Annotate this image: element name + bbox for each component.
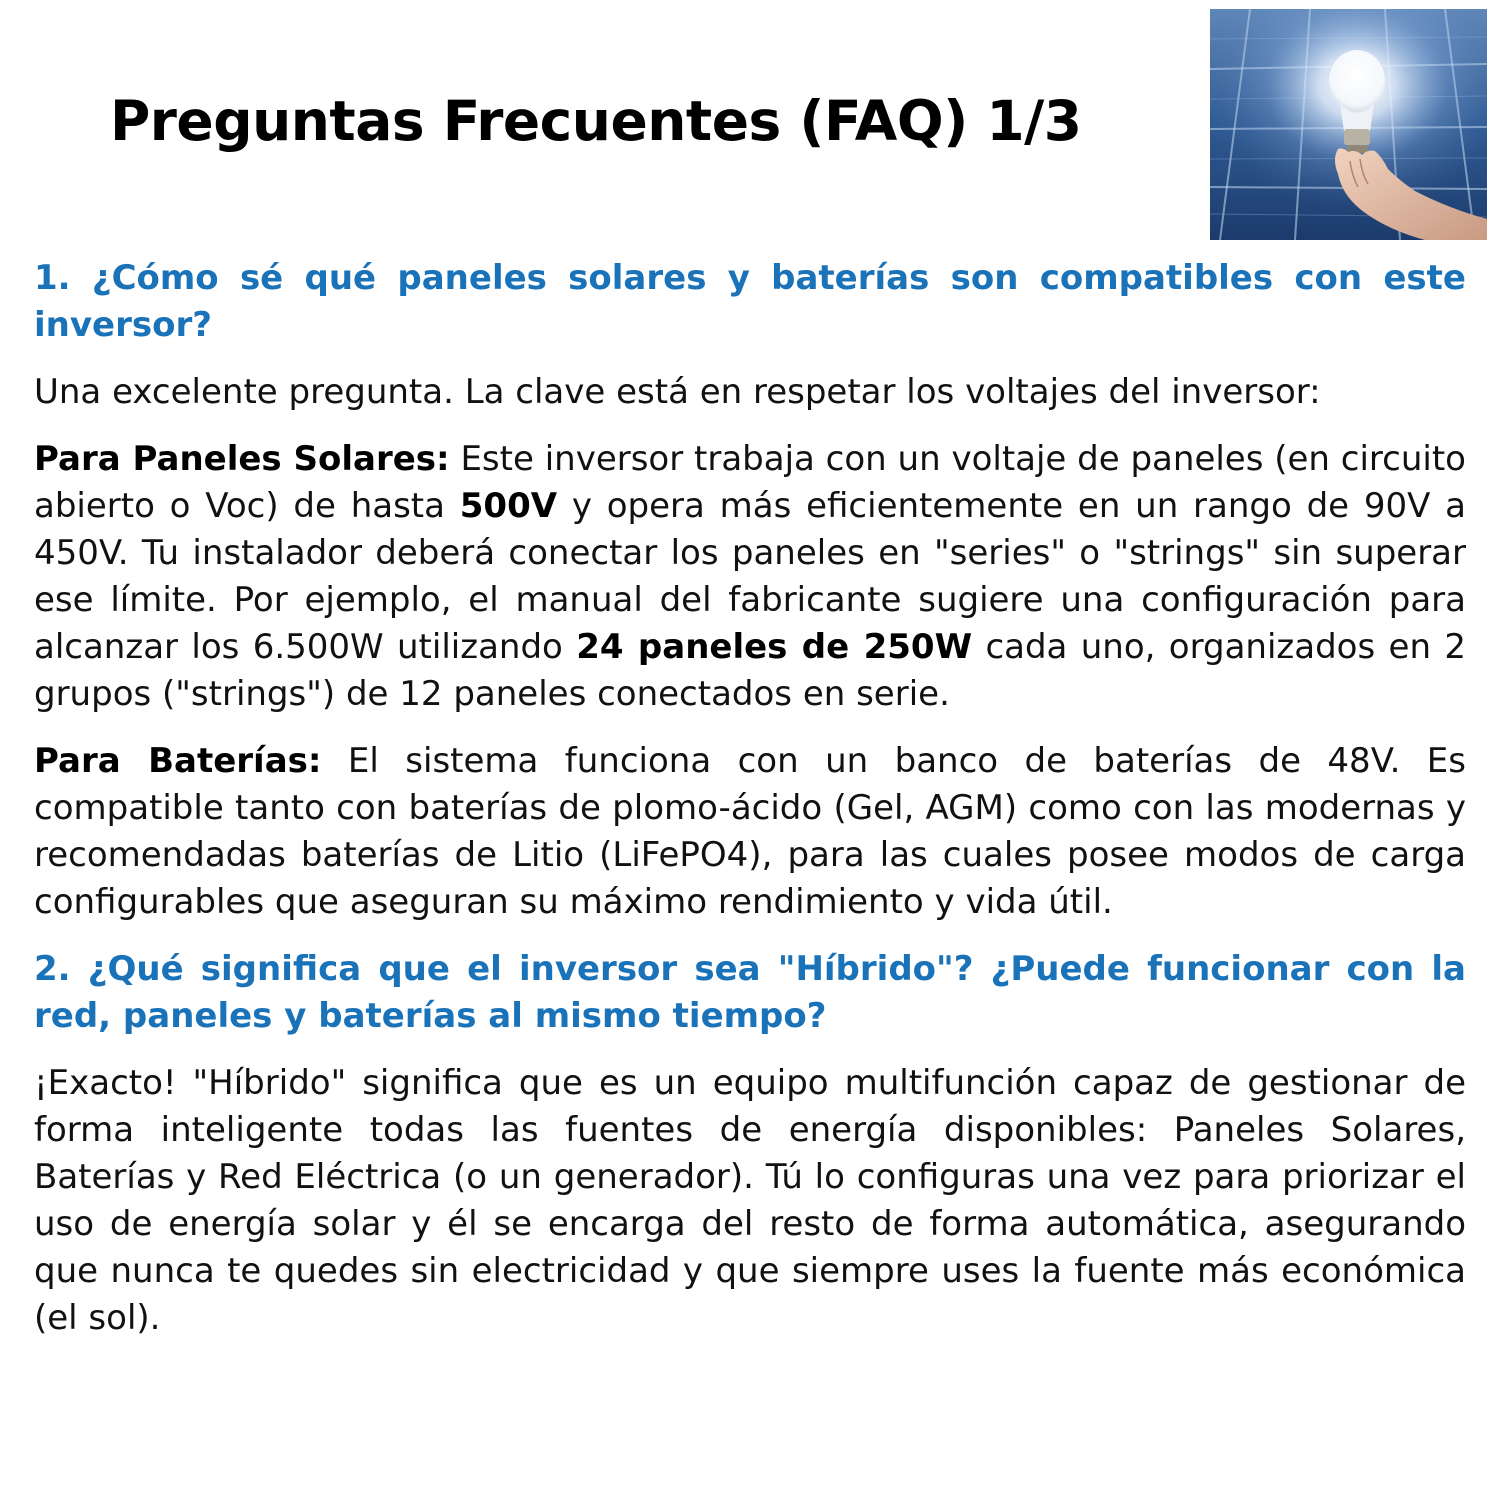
panels-text-a: Este inversor trabaja con un voltaje de paneles (en circuito abierto o Voc) de hasta: [34, 439, 1466, 526]
faq-answer-2: ¡Exacto! "Híbrido" significa que es un equipo multifunción capaz de gestionar de forma inteligente todas las fuentes de energía disponibles: Paneles Solares, Baterías y Red Eléctrica (o un generador). Tú lo configuras una vez para priorizar el uso de energía solar y él se encarga del resto de forma automática, asegurando que nunca te quedes sin electricidad y que siempre uses la fuente más económica (el sol).: [34, 1063, 1466, 1338]
panels-text-c: cada uno, organizados en 2 grupos ("strings") de 12 paneles conectados en serie.: [34, 627, 1467, 714]
faq-question-2: 2. ¿Qué significa que el inversor sea "Híbrido"? ¿Puede funcionar con la red, paneles y baterías al mismo tiempo?: [34, 949, 1466, 1036]
batteries-text: El sistema funciona con un banco de baterías de 48V. Es compatible tanto con baterías de plomo-ácido (Gel, AGM) como con las modernas y recomendadas baterías de Litio (LiFePO4), para las cuales posee modos de carga configurables que aseguran su máximo rendimiento y vida útil.: [34, 741, 1467, 922]
page-title: Preguntas Frecuentes (FAQ) 1/3: [110, 89, 1082, 153]
panels-voltage-max: 500V: [459, 486, 558, 526]
faq-answer-1-batteries: [34, 738, 1466, 926]
lightbulb-over-solar-panel-photo: [1210, 9, 1487, 240]
panels-label: Para Paneles Solares:: [34, 439, 450, 479]
faq-answer-1-panels: [34, 436, 1466, 718]
batteries-label: Para Baterías:: [34, 741, 322, 781]
faq-question-1: 1. ¿Cómo sé qué paneles solares y baterías son compatibles con este inversor?: [34, 258, 1466, 345]
faq-content: [34, 255, 1466, 1342]
panels-config: 24 paneles de 250W: [576, 627, 973, 667]
panels-text-b: y opera más eficientemente en un rango de 90V a 450V. Tu instalador deberá conectar los paneles en "series" o "strings" sin superar ese límite. Por ejemplo, el manual del fabricante sugiere una configuración para alcanzar los 6.500W utilizando: [34, 486, 1466, 667]
faq-answer-1-intro: Una excelente pregunta. La clave está en respetar los voltajes del inversor:: [34, 372, 1321, 412]
